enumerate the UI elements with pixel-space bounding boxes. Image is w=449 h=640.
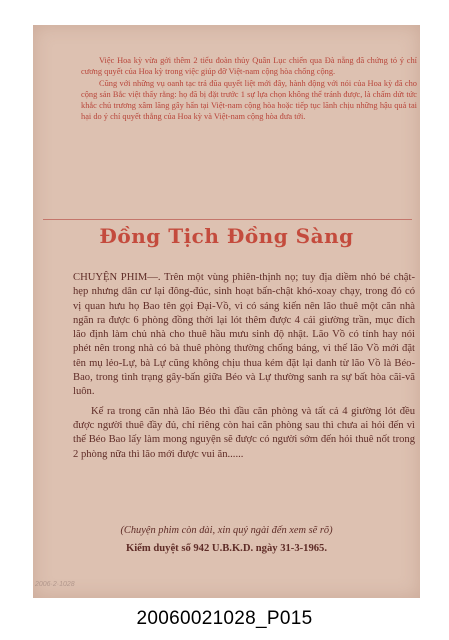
- continuation-note: (Chuyện phim còn dài, xin quý ngài đến xem sẽ rõ): [120, 525, 333, 536]
- intro-paragraph-2: Cũng với những vụ oanh tạc trả đũa quyết liệt mới đây, hành động với nói của Hoa kỳ đã cho cộng sản Bắc việt thấy rằng: họ đã bị đặt trước 1 sự lựa chọn không thể tránh được, là chấm dứt tức khắc chủ trương xâm lăng gây hấn tại Việt-nam cộng hòa hoặc tiếp tục lãnh chịu những hậu quả tai hại do ý chí quyết thắng của Hoa kỳ và Việt-nam cộng hòa đưa tới.: [81, 78, 417, 122]
- leaflet-page: [33, 25, 420, 598]
- film-title-headline: Đồng Tịch Đồng Sàng: [99, 224, 354, 248]
- story-paragraph-2: Kể ra trong căn nhà lão Béo thì đầu căn phòng và tất cả 4 giường lót đều được người thuê đầy đủ, chỉ riêng còn hai căn phòng sau thì chưa ai hỏi đến vì thế Béo Bao lấy làm mong nguyện sẽ được có người sớm đến hỏi thuê nốt trong 2 phòng nữa thì lão mới được vui ăn......: [73, 405, 415, 460]
- pencil-archive-mark: 2006·2·1028: [35, 581, 75, 588]
- intro-text-block: [81, 55, 417, 123]
- story-lead: CHUYỆN PHIM—.: [73, 272, 161, 283]
- archive-caption: 20060021028_P015: [136, 608, 313, 629]
- story-paragraph-1-text: Trên một vùng phiên-thịnh nọ; tuy địa diềm nhỏ bé chật-hẹp nhưng dân cư lại đông-đúc, sinh hoạt bấn-chật khó-xoay chạy, trong đó có vị quan hưu họ Bao tên gọi Đại-Vồ, vì có sáng kiến nên lão thuê một căn nhà ngăn ra được 6 phòng đồng thời lại lót thêm được 4 cái giường trần, mục đích lão định làm chủ nhà cho thuê hầu mưu sinh độ nhật. Lão Vồ có tính hay nói phét nên trong nhà có bà thuê phòng thường chống báng, vì thế lão Vồ mới đặt tên mụ lẻo-Lự, bà Lự cũng không chịu thua kém đặt lại danh từ lão Vồ là Béo-Bao, trong tình trạng gây-bấn giữa Béo và Lự thường sanh ra sự bất hòa cãi-vã luôn.: [73, 272, 415, 398]
- divider-line: [43, 219, 412, 220]
- intro-paragraph-1: Việc Hoa kỳ vừa gởi thêm 2 tiểu đoàn thủy Quân Lục chiến qua Đà nẵng đã chứng tỏ ý chí cương quyết của Hoa kỳ trong việc giúp đỡ Việt-nam cộng hòa chống cộng.: [81, 56, 417, 77]
- story-text-block: [73, 271, 415, 462]
- censor-approval-line: Kiểm duyệt số 942 U.B.K.D. ngày 31-3-1965.: [126, 543, 327, 554]
- story-paragraph-1: [73, 271, 415, 400]
